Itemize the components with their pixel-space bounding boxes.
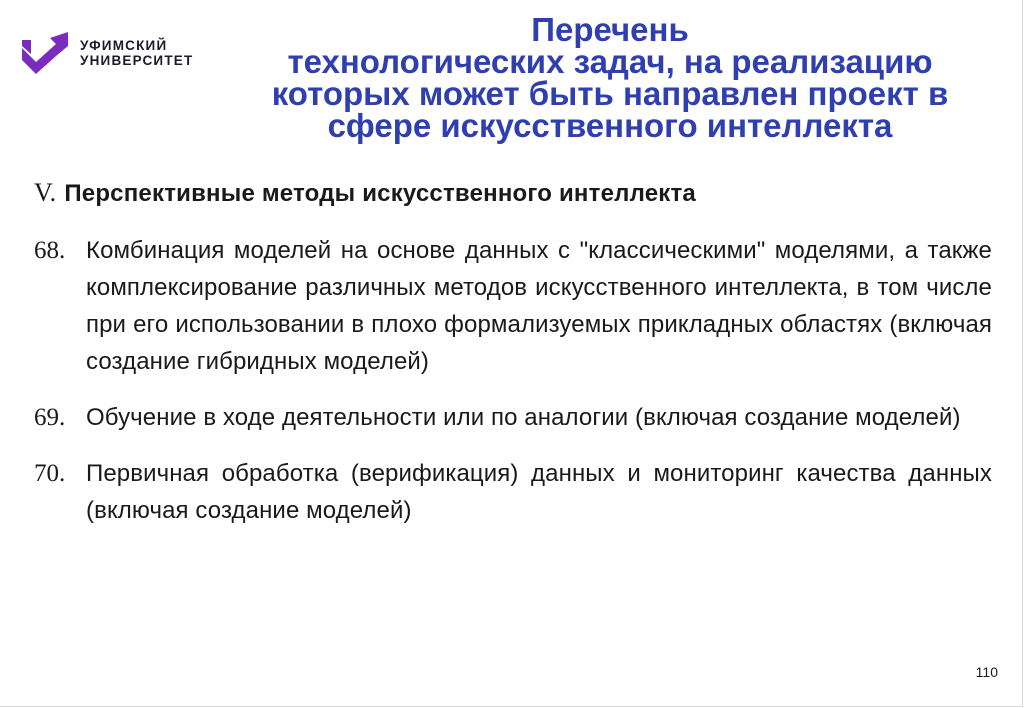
item-text: Первичная обработка (верификация) данных и мониторинг качества данных (включая создание моделей)	[86, 460, 992, 524]
section-number: V.	[34, 178, 57, 207]
title-line: Перечень	[531, 11, 689, 48]
list-item	[34, 399, 992, 436]
task-list	[34, 232, 992, 548]
logo-text-line1: УФИМСКИЙ	[80, 38, 168, 53]
section-heading	[34, 178, 696, 208]
item-number: 70.	[34, 460, 66, 487]
item-text: Комбинация моделей на основе данных с "классическими" моделями, а также комплексирование различных методов искусственного интеллекта, в том числе при его использовании в плохо формализуемых прикладных областях (включая создание гибридных моделей)	[86, 237, 992, 375]
slide-title	[210, 11, 1010, 144]
list-item	[34, 455, 992, 529]
logo-text	[80, 38, 193, 68]
logo-text-line2: УНИВЕРСИТЕТ	[80, 53, 194, 68]
page-number: 110	[975, 664, 998, 680]
university-logo	[22, 32, 193, 74]
item-text: Обучение в ходе деятельности или по аналогии (включая создание моделей)	[86, 404, 961, 431]
item-number: 69.	[34, 404, 66, 431]
title-line: которых может быть направлен проект в	[271, 75, 949, 112]
title-line: сфере искусственного интеллекта	[327, 107, 893, 144]
university-logo-mark	[22, 32, 68, 74]
list-item	[34, 232, 992, 380]
item-number: 68.	[34, 237, 66, 264]
title-line: технологических задач, на реализацию	[287, 43, 933, 80]
section-heading-text: Перспективные методы искусственного интеллекта	[64, 180, 696, 207]
